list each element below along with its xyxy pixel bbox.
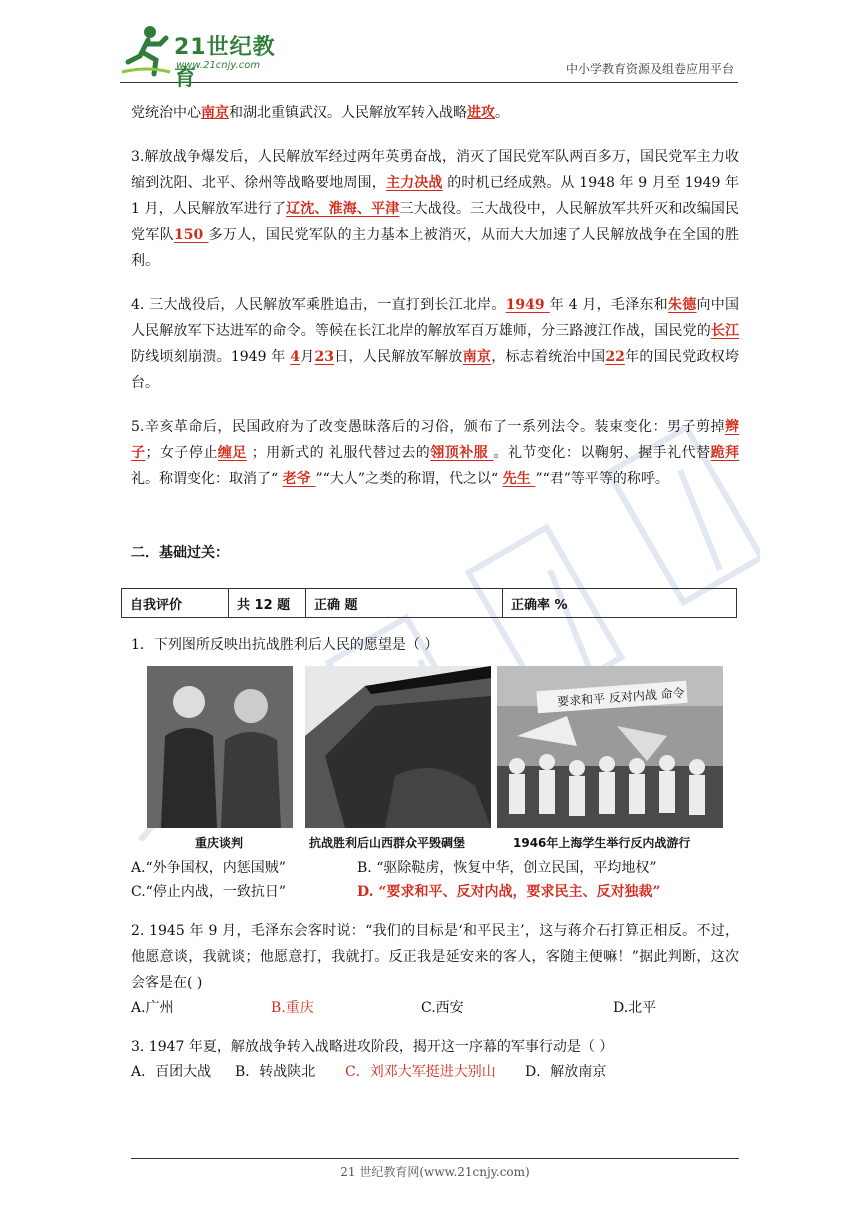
- logo-url: www.21cnjy.com: [176, 60, 261, 71]
- option-b: B. “驱除鞑虏，恢复中华，创立民国，平均地权”: [357, 860, 657, 876]
- answer-blank: 辫子: [131, 419, 739, 461]
- option-a: A.广州: [131, 1000, 174, 1016]
- question-1-options-row2: [131, 880, 739, 904]
- question-3-stem: 3. 1947 年夏，解放战争转入战略进攻阶段，揭开这一序幕的军事行动是（ ）: [131, 1039, 614, 1055]
- self-evaluation-table: [121, 588, 737, 618]
- answer-blank: 进攻: [467, 105, 495, 121]
- answer-blank: 南京: [201, 105, 229, 121]
- banner-text: 要求和平 反对内战 命令: [556, 685, 686, 709]
- caption-3: 1946年上海学生举行反内战游行: [513, 836, 691, 850]
- option-b: B．转战陕北: [235, 1064, 316, 1080]
- page-footer: [131, 1158, 739, 1180]
- option-a: A.“外争国权，内惩国贼”: [131, 860, 286, 876]
- site-logo: [120, 22, 290, 91]
- paragraph-continued: 党统治中心南京和湖北重镇武汉。人民解放军转入战略进攻。: [131, 105, 509, 121]
- option-d: D．解放南京: [525, 1064, 607, 1080]
- question-2-options: [131, 996, 739, 1020]
- answer-blank: 朱德: [667, 297, 697, 313]
- answer-blank: 跪拜: [710, 445, 740, 461]
- answer-blank: 翎顶补服: [430, 445, 494, 461]
- eval-rate: 正确率 %: [503, 589, 737, 618]
- runner-logo-icon: [120, 22, 172, 78]
- question-3-options: [131, 1060, 739, 1084]
- answer-blank: 主力决战: [385, 175, 443, 191]
- answer-blank: 南京: [462, 349, 492, 365]
- paragraph-3: 3.解放战争爆发后，人民解放军经过两年英勇奋战，消灭了国民党军队两百多万，国民党军主力收缩到沈阳、北平、徐州等战略要地周围，主力决战 的时机已经成熟。从 1948 年 9 月至 1949 年 1 月，人民解放军进行了辽沈、淮海、平津三大战役。三大战役中，人民解放军共歼灭和改编国民党军队150 多万人，国民党军队的主力基本上被消灭，从而大大加速了人民解放战争在全国的胜利。: [131, 149, 740, 269]
- option-a: A．百团大战: [131, 1064, 212, 1080]
- answer-blank: 老爷: [282, 471, 316, 487]
- answer-blank: 缠足: [217, 445, 247, 461]
- answer-blank: 长江: [710, 323, 740, 339]
- option-d-answer: D. “要求和平、反对内战，要求民主、反对独裁”: [357, 884, 661, 900]
- question-1-photos: [131, 666, 739, 856]
- photo-chongqing-talks: [147, 666, 293, 828]
- answer-blank: 150: [174, 227, 209, 243]
- platform-name: 中小学教育资源及组卷应用平台: [565, 62, 734, 76]
- caption-2: 抗战胜利后山西群众平毁碉堡: [309, 836, 466, 850]
- eval-total: 共 12 题: [229, 589, 306, 618]
- answer-blank: 1949: [505, 297, 550, 313]
- photo-shanghai-protest: [497, 666, 723, 828]
- option-b-answer: B.重庆: [271, 1000, 314, 1016]
- answer-blank: 先生: [502, 471, 536, 487]
- question-2-stem: 2. 1945 年 9 月，毛泽东会客时说：“我们的目标是‘和平民主’，这与蒋介石打算正相反。不过，他愿意谈，我就谈；他愿意打，我就打。反正我是延安来的客人，客随主便嘛！”据此判断，这次会客是在( ): [131, 923, 739, 991]
- footer-text: 21 世纪教育网(www.21cnjy.com): [340, 1165, 530, 1179]
- eval-correct: 正确 题: [306, 589, 503, 618]
- option-c: C.“停止内战，一致抗日”: [131, 884, 286, 900]
- section-title: 二．基础过关：: [131, 545, 229, 561]
- eval-label: 自我评价: [122, 589, 229, 618]
- caption-1: 重庆谈判: [195, 836, 244, 850]
- logo-text: 21世纪教育: [174, 35, 276, 91]
- paragraph-5: 5.辛亥革命后，民国政府为了改变愚昧落后的习俗，颁布了一系列法令。装束变化：男子剪掉辫子；女子停止缠足 ；用新式的 礼服代替过去的翎顶补服 。礼节变化：以鞠躬、握手礼代替跪拜 礼。称谓变化：取消了“ 老爷 ”“大人”之类的称谓，代之以“ 先生 ”“君”等平等的称呼。: [131, 419, 740, 487]
- answer-blank: 22: [605, 349, 625, 365]
- option-d: D.北平: [613, 1000, 657, 1016]
- option-c-answer: C．刘邓大军挺进大别山: [345, 1064, 496, 1080]
- answer-blank: 辽沈、淮海、平津: [286, 201, 400, 217]
- option-c: C.西安: [421, 1000, 464, 1016]
- photo-shanxi-fortress: [305, 666, 491, 828]
- question-1-stem: 1．下列图所反映出抗战胜利后人民的愿望是（ ）: [131, 637, 439, 653]
- document-body: [131, 100, 739, 1084]
- question-1-options-row1: [131, 856, 739, 880]
- answer-blank: 4: [290, 349, 300, 365]
- paragraph-4: 4. 三大战役后，人民解放军乘胜追击，一直打到长江北岸。1949 年 4 月，毛泽东和朱德向中国人民解放军下达进军的命令。等候在长江北岸的解放军百万雄师，分三路渡江作战，国民党的长江防线顷刻崩溃。1949 年 4月23日，人民解放军解放南京，标志着统治中国22年的国民党政权垮台。: [131, 297, 740, 391]
- page-header: [120, 20, 738, 91]
- answer-blank: 23: [314, 349, 334, 365]
